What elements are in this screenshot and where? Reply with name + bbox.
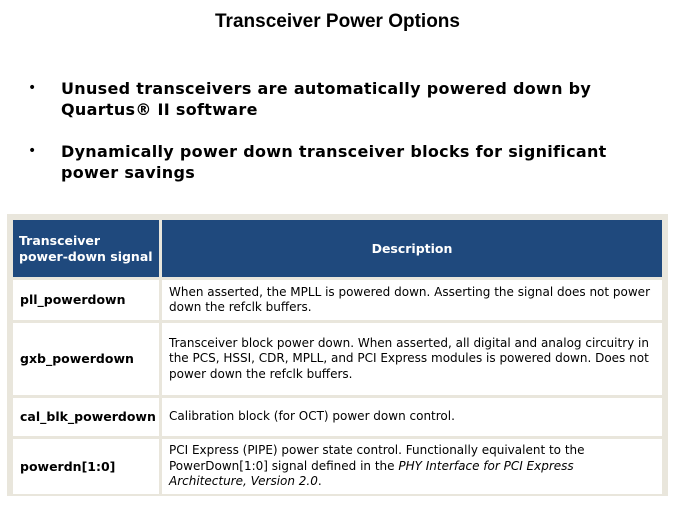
header-signal: Transceiver power-down signal (13, 220, 159, 277)
power-down-signals-table (10, 217, 665, 497)
bullet-list (28, 78, 658, 204)
description-cell: Transceiver block power down. When asserted, all digital and analog circuitry in the PCS, HSSI, CDR, MPLL, and PCI Express modules is powered down. Does not power down the refclk buffers. (162, 323, 662, 395)
bullet-item (28, 141, 658, 183)
table-row (13, 280, 662, 320)
bullet-item (28, 78, 658, 120)
table-row (13, 323, 662, 395)
table-header-row (13, 220, 662, 277)
bullet-text: Dynamically power down transceiver blocks for significant power savings (61, 142, 607, 182)
description-text-end: . (317, 474, 322, 489)
description-cell: Calibration block (for OCT) power down control. (162, 398, 662, 436)
description-cell (162, 439, 662, 494)
header-description: Description (162, 220, 662, 277)
description-italic-text: PHY Interface for PCI Express Architecture, Version 2.0 (169, 458, 574, 489)
table-row (13, 439, 662, 494)
signal-cell: gxb_powerdown (13, 323, 159, 395)
bullet-marker: • (28, 80, 37, 96)
bullet-marker: • (28, 143, 37, 159)
table-row (13, 398, 662, 436)
signal-cell: pll_powerdown (13, 280, 159, 320)
signals-table-frame (7, 214, 668, 496)
slide-title: Transceiver Power Options (215, 11, 460, 32)
signal-cell: powerdn[1:0] (13, 439, 159, 494)
description-cell: When asserted, the MPLL is powered down. Asserting the signal does not power down the refclk buffers. (162, 280, 662, 320)
signal-cell: cal_blk_powerdown (13, 398, 159, 436)
description-text: PCI Express (PIPE) power state control. Functionally equivalent to the PowerDown[1:0] signal defined in the (169, 443, 585, 473)
bullet-text: Unused transceivers are automatically powered down by Quartus® II software (61, 79, 592, 119)
